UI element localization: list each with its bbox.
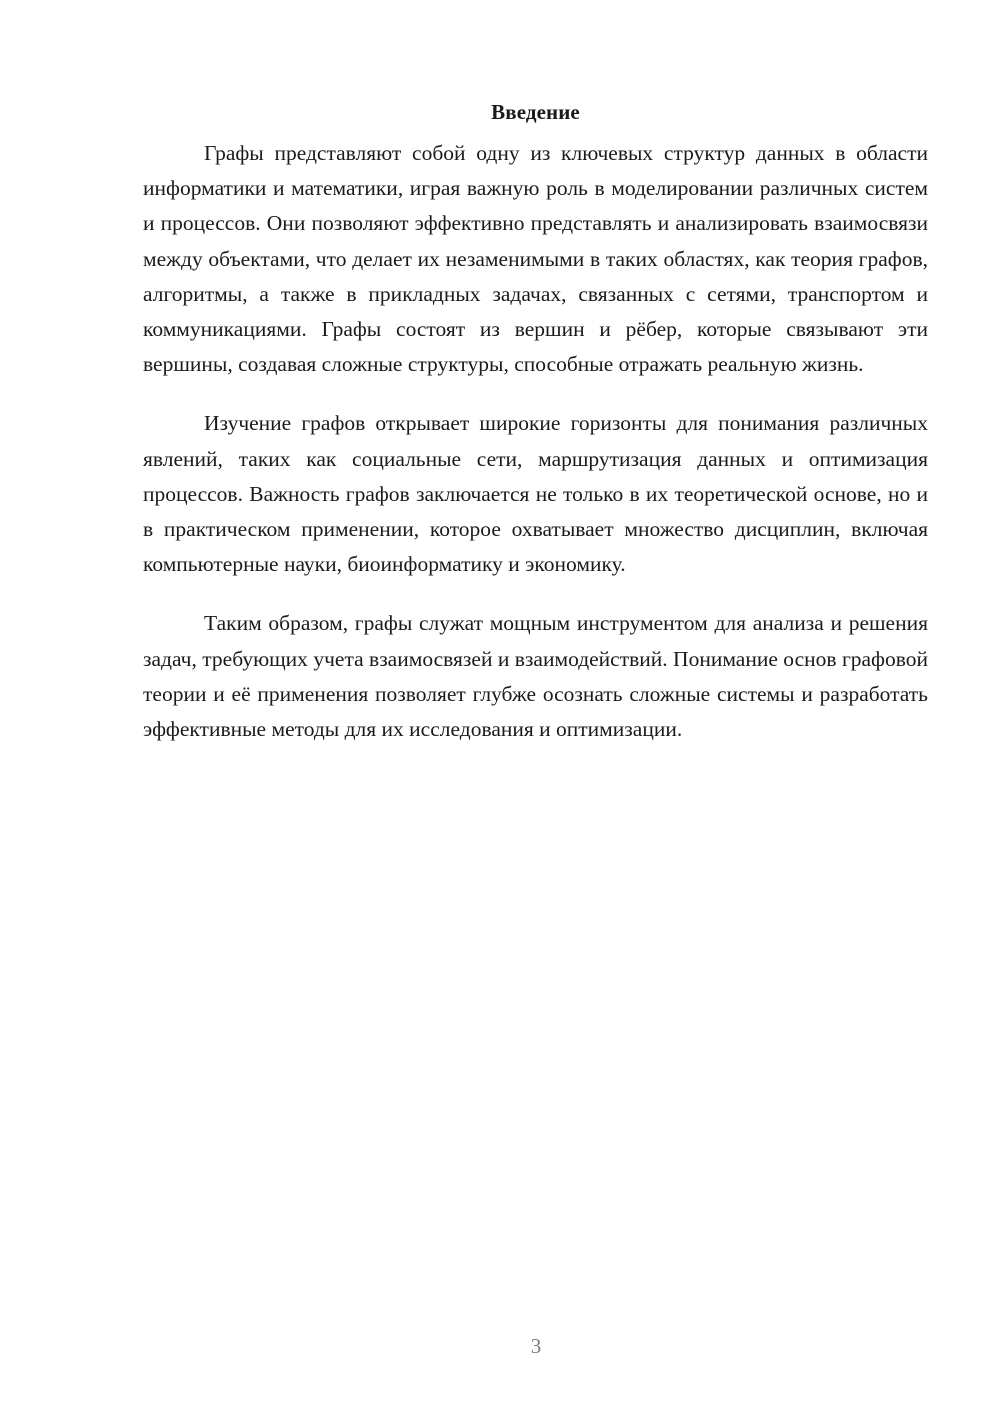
section-heading: Введение xyxy=(491,100,580,124)
paragraph-2: Изучение графов открывает широкие горизонты для понимания различных явлений, таких как социальные сети, маршрутизация данных и оптимизация процессов. Важность графов заключается не только в их теоретической основе, но и в практическом применении, которое охватывает множество дисциплин, включая компьютерные науки, биоинформатику и экономику. xyxy=(143,411,928,577)
paragraph-1: Графы представляют собой одну из ключевых структур данных в области информатики и математики, играя важную роль в моделировании различных систем и процессов. Они позволяют эффективно представлять и анализировать взаимосвязи между объектами, что делает их незаменимыми в таких областях, как теория графов, алгоритмы, а также в прикладных задачах, связанных с сетями, транспортом и коммуникациями. Графы состоят из вершин и рёбер, которые связывают эти вершины, создавая сложные структуры, способные отражать реальную жизнь. xyxy=(143,141,928,377)
page-content xyxy=(143,98,928,771)
page-number: 3 xyxy=(530,1334,542,1358)
paragraph-3: Таким образом, графы служат мощным инструментом для анализа и решения задач, требующих учета взаимосвязей и взаимодействий. Понимание основ графовой теории и её применения позволяет глубже осознать сложные системы и разработать эффективные методы для их исследования и оптимизации. xyxy=(143,611,928,742)
